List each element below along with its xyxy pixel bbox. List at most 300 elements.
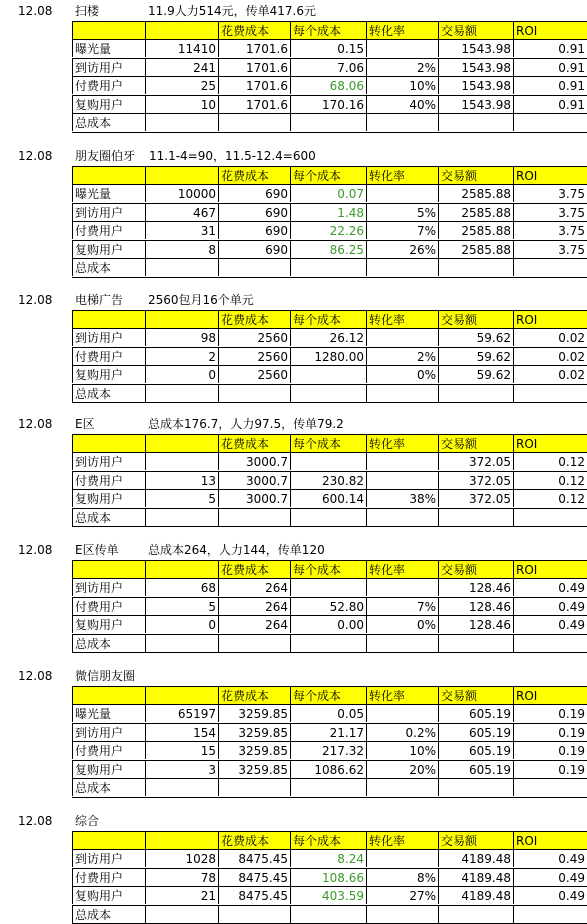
section-name: 微信朋友圈: [75, 669, 136, 683]
count-cell: 25: [145, 76, 218, 94]
row-label: 到访用户: [72, 58, 145, 76]
amount-cell: 2585.88: [438, 240, 513, 258]
column-header-roi: ROI: [513, 21, 587, 39]
header-cell: [145, 166, 218, 184]
amount-cell: 1543.98: [438, 76, 513, 94]
count-cell: [145, 113, 218, 131]
unit-cost-cell: 52.80: [290, 597, 366, 615]
conversion-cell: 2%: [366, 58, 438, 76]
conversion-cell: [366, 578, 438, 596]
conversion-cell: [366, 113, 438, 131]
header-cell: [145, 831, 218, 849]
table-row: [0, 508, 587, 526]
column-header-unit: 每个成本: [290, 831, 366, 849]
unit-cost-cell: 21.17: [290, 723, 366, 741]
column-header-cost: 花费成本: [218, 434, 290, 452]
conversion-cell: [366, 384, 438, 402]
table-row: [0, 95, 587, 113]
section-date: 12.08: [18, 293, 53, 307]
column-header-roi: ROI: [513, 831, 587, 849]
roi-cell: 0.91: [513, 76, 587, 94]
table-row: [0, 203, 587, 221]
section-date: 12.08: [18, 543, 53, 557]
conversion-cell: [366, 704, 438, 722]
header-cell: [145, 434, 218, 452]
column-header-roi: ROI: [513, 434, 587, 452]
column-header-cost: 花费成本: [218, 686, 290, 704]
column-header-cost: 花费成本: [218, 166, 290, 184]
section-title-row: [0, 2, 587, 20]
roi-cell: [513, 113, 587, 131]
row-label: 曝光量: [72, 39, 145, 57]
column-header-conv: 转化率: [366, 686, 438, 704]
column-header-unit: 每个成本: [290, 560, 366, 578]
conversion-cell: 10%: [366, 76, 438, 94]
cost-cell: [218, 905, 290, 923]
cost-cell: 1701.6: [218, 58, 290, 76]
table-bottom-border: [72, 797, 587, 798]
header-cell: [72, 166, 145, 184]
roi-cell: [513, 508, 587, 526]
header-cell: [145, 686, 218, 704]
amount-cell: 1543.98: [438, 95, 513, 113]
row-label: 总成本: [72, 905, 145, 923]
table-row: [0, 578, 587, 596]
amount-cell: [438, 778, 513, 796]
conversion-cell: [366, 849, 438, 867]
roi-cell: [513, 258, 587, 276]
row-label: 总成本: [72, 384, 145, 402]
roi-cell: 3.75: [513, 184, 587, 202]
row-label: 总成本: [72, 258, 145, 276]
section-date: 12.08: [18, 814, 53, 828]
table-row: [0, 886, 587, 904]
conversion-cell: 20%: [366, 760, 438, 778]
table-row: [0, 258, 587, 276]
table-row: [0, 704, 587, 722]
amount-cell: 605.19: [438, 704, 513, 722]
cost-cell: [218, 384, 290, 402]
table-row: [0, 184, 587, 202]
table-row: [0, 240, 587, 258]
column-header-unit: 每个成本: [290, 434, 366, 452]
unit-cost-cell: 403.59: [290, 886, 366, 904]
amount-cell: 128.46: [438, 615, 513, 633]
table-row: [0, 221, 587, 239]
row-label: 复购用户: [72, 760, 145, 778]
table-header-row: [0, 831, 587, 849]
amount-cell: 2585.88: [438, 184, 513, 202]
cost-cell: 1701.6: [218, 95, 290, 113]
unit-cost-cell: [290, 384, 366, 402]
section-title-row: [0, 541, 587, 559]
cost-cell: 690: [218, 184, 290, 202]
conversion-cell: [366, 778, 438, 796]
table-header-row: [0, 310, 587, 328]
count-cell: 21: [145, 886, 218, 904]
unit-cost-cell: 217.32: [290, 741, 366, 759]
column-header-cost: 花费成本: [218, 310, 290, 328]
header-cell: [72, 686, 145, 704]
amount-cell: [438, 113, 513, 131]
row-label: 总成本: [72, 778, 145, 796]
cost-cell: [218, 778, 290, 796]
row-label: 付费用户: [72, 471, 145, 489]
section-note: 总成本176.7，人力97.5，传单79.2: [148, 417, 344, 431]
count-cell: 15: [145, 741, 218, 759]
amount-cell: 128.46: [438, 597, 513, 615]
table-row: [0, 597, 587, 615]
cost-cell: [218, 258, 290, 276]
column-header-unit: 每个成本: [290, 21, 366, 39]
unit-cost-cell: 7.06: [290, 58, 366, 76]
section-date: 12.08: [18, 149, 53, 163]
row-label: 付费用户: [72, 347, 145, 365]
cost-cell: 690: [218, 221, 290, 239]
unit-cost-cell: 108.66: [290, 868, 366, 886]
amount-cell: 4189.48: [438, 886, 513, 904]
count-cell: [145, 778, 218, 796]
cost-cell: 264: [218, 597, 290, 615]
row-label: 到访用户: [72, 452, 145, 470]
amount-cell: [438, 508, 513, 526]
column-header-conv: 转化率: [366, 166, 438, 184]
roi-cell: 0.12: [513, 452, 587, 470]
count-cell: [145, 905, 218, 923]
row-label: 到访用户: [72, 203, 145, 221]
count-cell: 78: [145, 868, 218, 886]
table-row: [0, 489, 587, 507]
amount-cell: 128.46: [438, 578, 513, 596]
cost-cell: 3000.7: [218, 489, 290, 507]
column-header-amount: 交易额: [438, 310, 513, 328]
cost-cell: 3000.7: [218, 471, 290, 489]
unit-cost-cell: [290, 634, 366, 652]
cost-cell: 690: [218, 240, 290, 258]
table-bottom-border: [72, 277, 587, 278]
section-date: 12.08: [18, 4, 53, 18]
table-row: [0, 76, 587, 94]
roi-cell: 0.19: [513, 704, 587, 722]
conversion-cell: 40%: [366, 95, 438, 113]
table-header-row: [0, 21, 587, 39]
row-label: 复购用户: [72, 95, 145, 113]
column-header-unit: 每个成本: [290, 310, 366, 328]
section-title-row: [0, 812, 587, 830]
cost-cell: [218, 508, 290, 526]
conversion-cell: [366, 39, 438, 57]
header-cell: [72, 310, 145, 328]
row-label: 到访用户: [72, 723, 145, 741]
count-cell: 154: [145, 723, 218, 741]
conversion-cell: 38%: [366, 489, 438, 507]
roi-cell: 3.75: [513, 221, 587, 239]
unit-cost-cell: [290, 258, 366, 276]
roi-cell: 0.49: [513, 868, 587, 886]
cost-cell: 8475.45: [218, 886, 290, 904]
row-label: 付费用户: [72, 76, 145, 94]
column-header-conv: 转化率: [366, 434, 438, 452]
table-header-row: [0, 434, 587, 452]
conversion-cell: 7%: [366, 221, 438, 239]
unit-cost-cell: 1.48: [290, 203, 366, 221]
table-row: [0, 849, 587, 867]
count-cell: 68: [145, 578, 218, 596]
section-date: 12.08: [18, 669, 53, 683]
count-cell: 241: [145, 58, 218, 76]
row-label: 曝光量: [72, 704, 145, 722]
roi-cell: 0.19: [513, 741, 587, 759]
count-cell: [145, 258, 218, 276]
cost-cell: 3259.85: [218, 760, 290, 778]
roi-cell: 0.91: [513, 58, 587, 76]
count-cell: 10000: [145, 184, 218, 202]
unit-cost-cell: 0.07: [290, 184, 366, 202]
column-header-amount: 交易额: [438, 686, 513, 704]
conversion-cell: 0.2%: [366, 723, 438, 741]
column-header-conv: 转化率: [366, 310, 438, 328]
conversion-cell: [366, 634, 438, 652]
unit-cost-cell: [290, 905, 366, 923]
table-row: [0, 113, 587, 131]
row-label: 复购用户: [72, 240, 145, 258]
table-row: [0, 39, 587, 57]
cost-cell: 2560: [218, 328, 290, 346]
section-title-row: [0, 415, 587, 433]
cost-cell: 264: [218, 578, 290, 596]
column-header-cost: 花费成本: [218, 21, 290, 39]
amount-cell: [438, 384, 513, 402]
column-header-amount: 交易额: [438, 21, 513, 39]
table-row: [0, 615, 587, 633]
count-cell: 0: [145, 365, 218, 383]
unit-cost-cell: 0.15: [290, 39, 366, 57]
column-header-amount: 交易额: [438, 434, 513, 452]
cost-cell: 690: [218, 203, 290, 221]
unit-cost-cell: 22.26: [290, 221, 366, 239]
count-cell: 10: [145, 95, 218, 113]
cost-cell: 8475.45: [218, 868, 290, 886]
amount-cell: 59.62: [438, 365, 513, 383]
table-row: [0, 868, 587, 886]
table-row: [0, 347, 587, 365]
unit-cost-cell: 1086.62: [290, 760, 366, 778]
unit-cost-cell: [290, 578, 366, 596]
row-label: 复购用户: [72, 615, 145, 633]
header-cell: [145, 560, 218, 578]
roi-cell: 0.91: [513, 39, 587, 57]
roi-cell: [513, 384, 587, 402]
conversion-cell: 10%: [366, 741, 438, 759]
conversion-cell: 26%: [366, 240, 438, 258]
roi-cell: 3.75: [513, 240, 587, 258]
cost-cell: 1701.6: [218, 39, 290, 57]
amount-cell: 4189.48: [438, 868, 513, 886]
count-cell: 2: [145, 347, 218, 365]
conversion-cell: 2%: [366, 347, 438, 365]
amount-cell: 605.19: [438, 760, 513, 778]
table-row: [0, 365, 587, 383]
roi-cell: 0.49: [513, 578, 587, 596]
cost-cell: 8475.45: [218, 849, 290, 867]
column-header-roi: ROI: [513, 686, 587, 704]
amount-cell: 59.62: [438, 328, 513, 346]
conversion-cell: [366, 905, 438, 923]
table-row: [0, 778, 587, 796]
count-cell: 98: [145, 328, 218, 346]
amount-cell: 59.62: [438, 347, 513, 365]
header-cell: [72, 21, 145, 39]
conversion-cell: [366, 328, 438, 346]
conversion-cell: [366, 452, 438, 470]
column-header-amount: 交易额: [438, 166, 513, 184]
roi-cell: 0.12: [513, 489, 587, 507]
roi-cell: [513, 905, 587, 923]
table-row: [0, 723, 587, 741]
column-header-cost: 花费成本: [218, 831, 290, 849]
table-header-row: [0, 166, 587, 184]
conversion-cell: 0%: [366, 365, 438, 383]
header-cell: [72, 434, 145, 452]
roi-cell: [513, 634, 587, 652]
row-label: 复购用户: [72, 489, 145, 507]
conversion-cell: [366, 471, 438, 489]
count-cell: 13: [145, 471, 218, 489]
table-row: [0, 634, 587, 652]
amount-cell: [438, 258, 513, 276]
roi-cell: [513, 778, 587, 796]
row-label: 付费用户: [72, 597, 145, 615]
section-note: [147, 667, 447, 685]
row-label: 复购用户: [72, 365, 145, 383]
conversion-cell: [366, 508, 438, 526]
roi-cell: 0.02: [513, 365, 587, 383]
section-note: 2560包月16个单元: [148, 293, 254, 307]
cost-cell: 264: [218, 615, 290, 633]
amount-cell: [438, 905, 513, 923]
column-header-unit: 每个成本: [290, 166, 366, 184]
row-label: 总成本: [72, 634, 145, 652]
conversion-cell: 0%: [366, 615, 438, 633]
section-date: 12.08: [18, 417, 53, 431]
section-title-row: [0, 667, 587, 685]
table-row: [0, 328, 587, 346]
row-label: 到访用户: [72, 328, 145, 346]
amount-cell: 372.05: [438, 471, 513, 489]
unit-cost-cell: 86.25: [290, 240, 366, 258]
roi-cell: 0.19: [513, 723, 587, 741]
unit-cost-cell: 230.82: [290, 471, 366, 489]
table-row: [0, 741, 587, 759]
unit-cost-cell: 0.00: [290, 615, 366, 633]
roi-cell: 0.02: [513, 347, 587, 365]
header-cell: [72, 560, 145, 578]
header-cell: [145, 310, 218, 328]
count-cell: [145, 634, 218, 652]
column-header-conv: 转化率: [366, 21, 438, 39]
roi-cell: 0.12: [513, 471, 587, 489]
amount-cell: 605.19: [438, 723, 513, 741]
amount-cell: 1543.98: [438, 58, 513, 76]
section-name: 朋友圈伯牙: [75, 149, 136, 163]
header-cell: [72, 831, 145, 849]
unit-cost-cell: 1280.00: [290, 347, 366, 365]
conversion-cell: 5%: [366, 203, 438, 221]
amount-cell: [438, 634, 513, 652]
table-row: [0, 58, 587, 76]
roi-cell: 0.02: [513, 328, 587, 346]
cost-cell: 3259.85: [218, 723, 290, 741]
table-header-row: [0, 686, 587, 704]
count-cell: 3: [145, 760, 218, 778]
amount-cell: 605.19: [438, 741, 513, 759]
unit-cost-cell: 26.12: [290, 328, 366, 346]
roi-cell: 0.91: [513, 95, 587, 113]
unit-cost-cell: [290, 365, 366, 383]
section-title-row: [0, 147, 587, 165]
section-title-row: [0, 291, 587, 309]
count-cell: [145, 384, 218, 402]
table-header-row: [0, 560, 587, 578]
section-name: 综合: [75, 814, 100, 828]
amount-cell: 2585.88: [438, 203, 513, 221]
unit-cost-cell: [290, 778, 366, 796]
unit-cost-cell: 68.06: [290, 76, 366, 94]
count-cell: 467: [145, 203, 218, 221]
amount-cell: 372.05: [438, 489, 513, 507]
unit-cost-cell: 600.14: [290, 489, 366, 507]
row-label: 付费用户: [72, 741, 145, 759]
section-note: 总成本264，人力144，传单120: [148, 543, 325, 557]
unit-cost-cell: 170.16: [290, 95, 366, 113]
column-header-roi: ROI: [513, 166, 587, 184]
amount-cell: 4189.48: [438, 849, 513, 867]
count-cell: 5: [145, 597, 218, 615]
roi-cell: 0.49: [513, 597, 587, 615]
cost-cell: [218, 113, 290, 131]
roi-cell: 0.19: [513, 760, 587, 778]
header-cell: [145, 21, 218, 39]
row-label: 到访用户: [72, 849, 145, 867]
column-header-amount: 交易额: [438, 831, 513, 849]
roi-cell: 0.49: [513, 886, 587, 904]
row-label: 复购用户: [72, 886, 145, 904]
row-label: 付费用户: [72, 868, 145, 886]
count-cell: 5: [145, 489, 218, 507]
table-row: [0, 905, 587, 923]
cost-cell: 1701.6: [218, 76, 290, 94]
cost-cell: 2560: [218, 347, 290, 365]
unit-cost-cell: [290, 452, 366, 470]
row-label: 总成本: [72, 508, 145, 526]
section-name: E区传单: [75, 543, 119, 557]
column-header-roi: ROI: [513, 310, 587, 328]
roi-cell: 0.49: [513, 615, 587, 633]
count-cell: [145, 452, 218, 470]
column-header-unit: 每个成本: [290, 686, 366, 704]
conversion-cell: [366, 184, 438, 202]
column-header-conv: 转化率: [366, 560, 438, 578]
section-name: 电梯广告: [75, 293, 124, 307]
unit-cost-cell: 0.05: [290, 704, 366, 722]
roi-cell: 3.75: [513, 203, 587, 221]
section-note: 11.9人力514元，传单417.6元: [148, 4, 316, 18]
cost-cell: 3000.7: [218, 452, 290, 470]
row-label: 总成本: [72, 113, 145, 131]
row-label: 曝光量: [72, 184, 145, 202]
unit-cost-cell: 8.24: [290, 849, 366, 867]
cost-cell: 3259.85: [218, 704, 290, 722]
